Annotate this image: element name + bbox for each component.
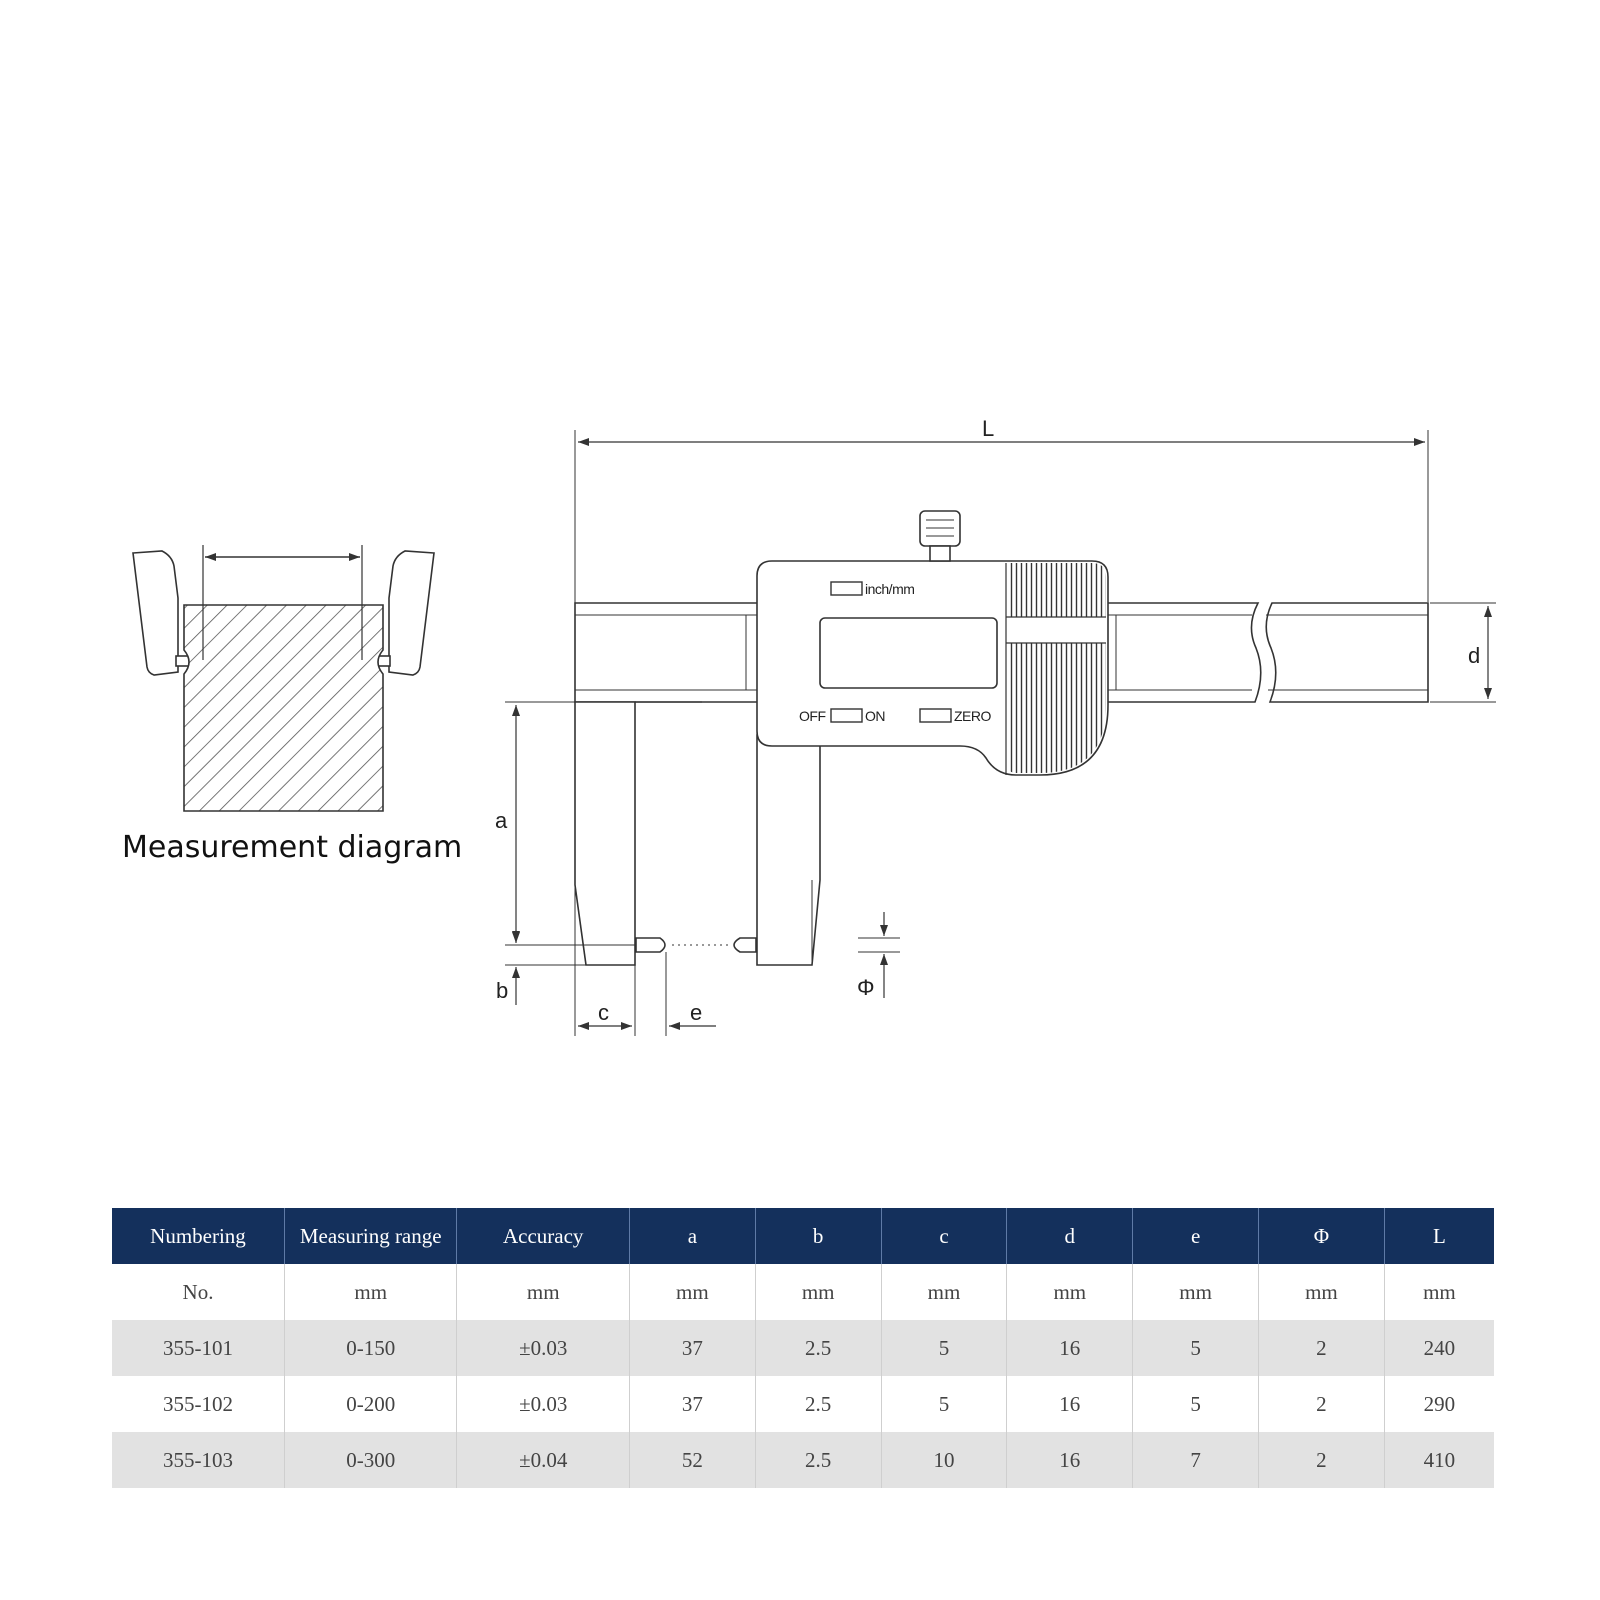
table-cell: 2.5 — [755, 1320, 881, 1376]
header-d: d — [1007, 1208, 1133, 1264]
table-cell: ±0.04 — [457, 1432, 629, 1488]
table-cell: 240 — [1384, 1320, 1494, 1376]
table-cell: mm — [1384, 1264, 1494, 1320]
zero-button — [920, 709, 951, 722]
header-c: c — [881, 1208, 1007, 1264]
dimension-d-label: d — [1468, 643, 1481, 668]
table-row — [112, 1320, 1494, 1376]
table-cell: 7 — [1133, 1432, 1259, 1488]
table-cell: 16 — [1007, 1320, 1133, 1376]
header-a: a — [629, 1208, 755, 1264]
dimension-c-label: c — [598, 1000, 609, 1025]
table-cell: 37 — [629, 1376, 755, 1432]
zero-label: ZERO — [954, 708, 991, 724]
unit-toggle-label: inch/mm — [865, 581, 915, 597]
table-cell: 5 — [881, 1320, 1007, 1376]
fixed-jaw-tip — [636, 938, 665, 952]
table-cell: 290 — [1384, 1376, 1494, 1432]
measurement-diagram-caption: Measurement diagram — [122, 830, 463, 865]
table-cell: mm — [755, 1264, 881, 1320]
table-cell: mm — [284, 1264, 456, 1320]
moving-jaw-tip — [734, 938, 756, 952]
measurement-diagram — [133, 545, 434, 811]
header-measuring-range: Measuring range — [284, 1208, 456, 1264]
units-row — [112, 1264, 1494, 1320]
table-cell: mm — [457, 1264, 629, 1320]
table-cell: 0-200 — [284, 1376, 456, 1432]
table-cell: 2 — [1259, 1320, 1385, 1376]
dimension-e-label: e — [690, 1000, 703, 1025]
header-accuracy: Accuracy — [457, 1208, 629, 1264]
fixed-jaw — [575, 702, 702, 965]
table-cell: 355-103 — [112, 1432, 284, 1488]
header-L: L — [1384, 1208, 1494, 1264]
knurled-thumb-wheel — [1008, 563, 1106, 773]
table-cell: 0-150 — [284, 1320, 456, 1376]
off-label: OFF — [799, 708, 826, 724]
dimension-b-label: b — [496, 978, 509, 1003]
table-cell: 2 — [1259, 1376, 1385, 1432]
table-cell: ±0.03 — [457, 1320, 629, 1376]
caliper-drawing — [505, 430, 1496, 1036]
table-cell: 5 — [881, 1376, 1007, 1432]
table-cell: 410 — [1384, 1432, 1494, 1488]
header-e: e — [1133, 1208, 1259, 1264]
header-numbering: Numbering — [112, 1208, 284, 1264]
table-cell: 2 — [1259, 1432, 1385, 1488]
lcd-screen — [820, 618, 997, 688]
locking-screw — [920, 511, 960, 561]
table-cell: mm — [1007, 1264, 1133, 1320]
table-row — [112, 1376, 1494, 1432]
table-row — [112, 1432, 1494, 1488]
table-cell: 355-102 — [112, 1376, 284, 1432]
table-cell: ±0.03 — [457, 1376, 629, 1432]
table-cell: mm — [881, 1264, 1007, 1320]
table-cell: 37 — [629, 1320, 755, 1376]
table-cell: 10 — [881, 1432, 1007, 1488]
dimension-a-label: a — [495, 808, 508, 833]
table-header-row — [112, 1208, 1494, 1264]
table-cell: mm — [1259, 1264, 1385, 1320]
table-cell: 2.5 — [755, 1432, 881, 1488]
table-cell: 0-300 — [284, 1432, 456, 1488]
on-label: ON — [865, 708, 885, 724]
table-cell: 5 — [1133, 1320, 1259, 1376]
right-jaw-sketch — [376, 551, 434, 675]
power-toggle-button — [831, 709, 862, 722]
left-jaw-sketch — [133, 551, 190, 675]
moving-jaw — [734, 735, 820, 965]
header-phi: Φ — [1259, 1208, 1385, 1264]
table-cell: 5 — [1133, 1376, 1259, 1432]
table-cell: 355-101 — [112, 1320, 284, 1376]
unit-toggle-button — [831, 582, 862, 595]
dimension-phi-label: Φ — [857, 975, 875, 1000]
header-b: b — [755, 1208, 881, 1264]
table-cell: 16 — [1007, 1432, 1133, 1488]
table-cell: No. — [112, 1264, 284, 1320]
dimension-L-label: L — [982, 416, 995, 441]
table-cell: 2.5 — [755, 1376, 881, 1432]
spec-table — [112, 1208, 1494, 1488]
table-cell: mm — [629, 1264, 755, 1320]
hatched-workpiece — [184, 605, 383, 811]
table-cell: 16 — [1007, 1376, 1133, 1432]
table-cell: 52 — [629, 1432, 755, 1488]
table-cell: mm — [1133, 1264, 1259, 1320]
